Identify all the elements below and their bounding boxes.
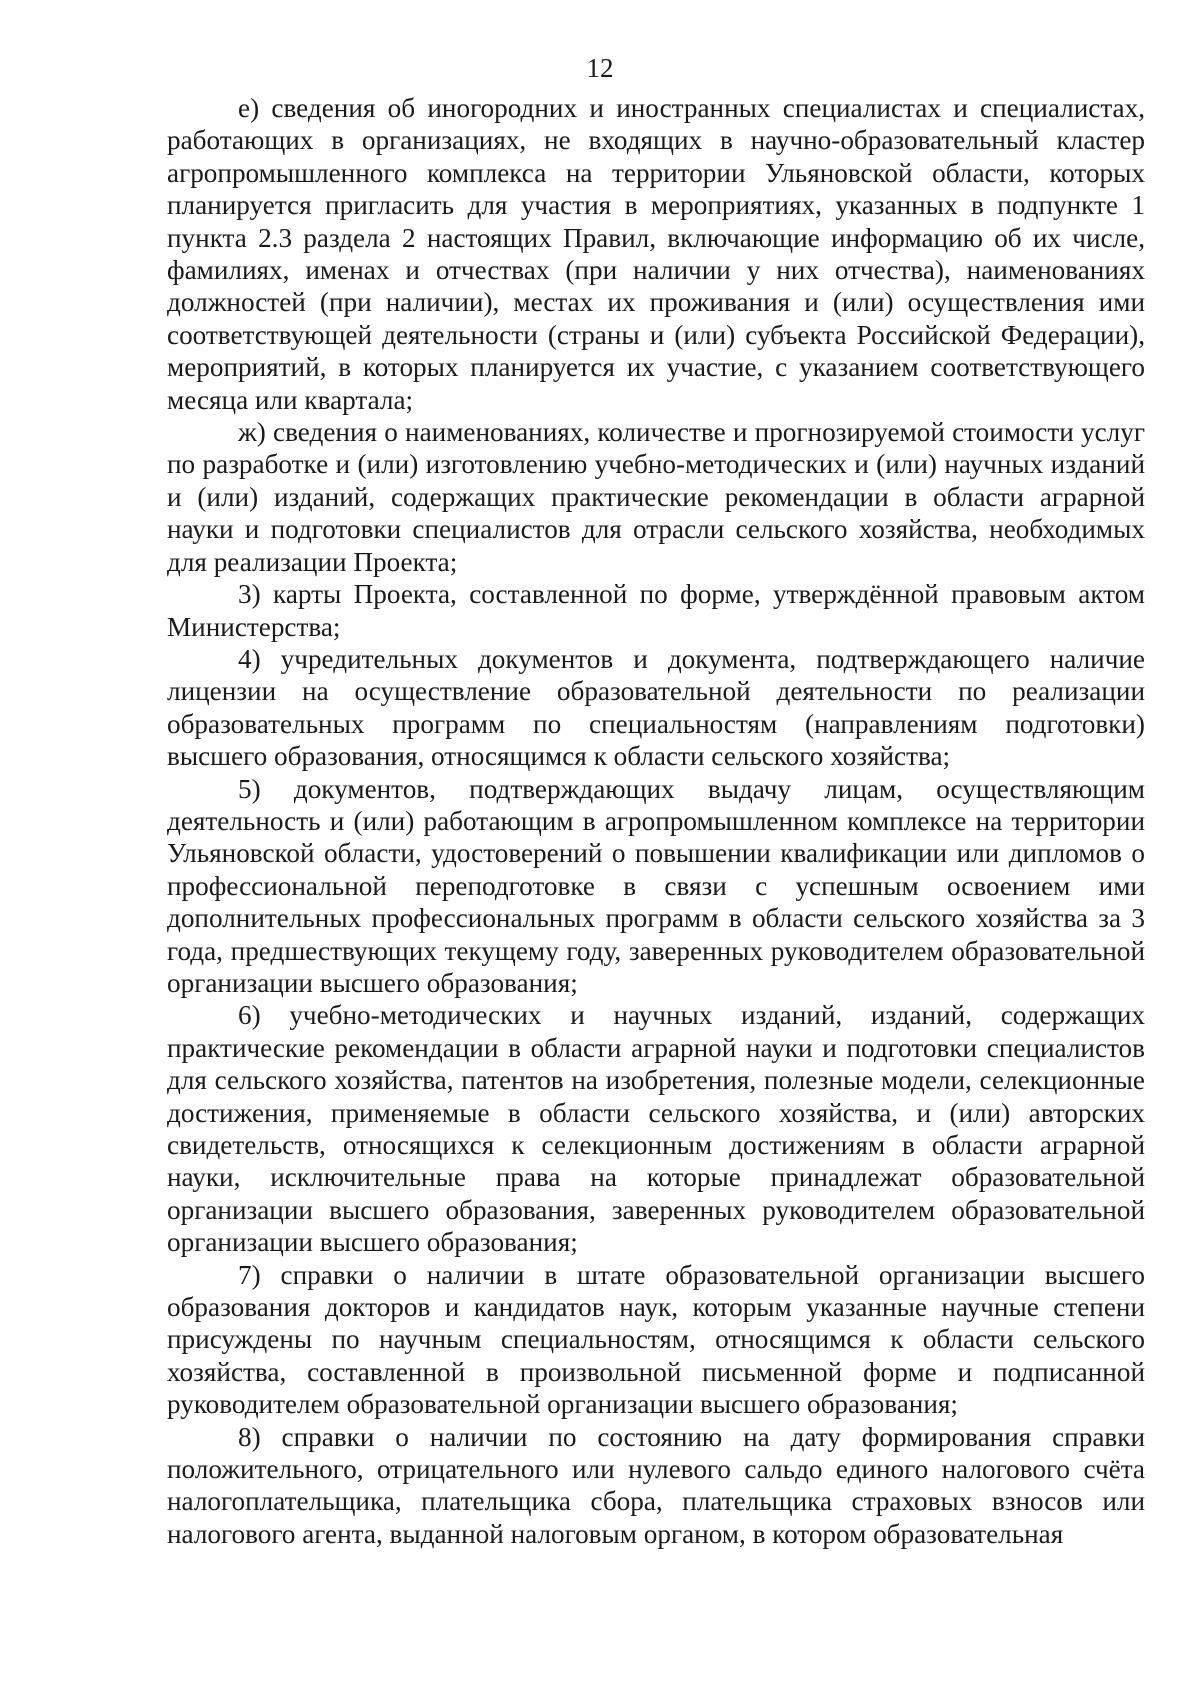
paragraph-5: 5) документов, подтверждающих выдачу лицам, осуществляющим деятельность и (или) работающим в агропромышленном комплексе на территории Ульяновской области, удостоверений о повышении квалификации или дипломов о профессиональной переподготовке в связи с успешным освоением ими дополнительных профессиональных программ в области сельского хозяйства за 3 года, предшествующих текущему году, заверенных руководителем образовательной организации высшего образования; xyxy=(167,773,1145,998)
paragraph-7: 7) справки о наличии в штате образовательной организации высшего образования докторов и кандидатов наук, которым указанные научные степени присуждены по научным специальностям, относящимся к области сельского хозяйства, составленной в произвольной письменной форме и подписанной руководителем образовательной организации высшего образования; xyxy=(167,1259,1145,1420)
paragraph-4: 4) учредительных документов и документа, подтверждающего наличие лицензии на осуществление образовательной деятельности по реализации образовательных программ по специальностям (направлениям подготовки) высшего образования, относящимся к области сельского хозяйства; xyxy=(167,643,1145,772)
document-body xyxy=(167,92,1145,1550)
paragraph-6: 6) учебно-методических и научных изданий, изданий, содержащих практические рекомендации в области аграрной науки и подготовки специалистов для сельского хозяйства, патентов на изобретения, полезные модели, селекционные достижения, применяемые в области сельского хозяйства, и (или) авторских свидетельств, относящихся к селекционным достижениям в области аграрной науки, исключительные права на которые принадлежат образовательной организации высшего образования, заверенных руководителем образовательной организации высшего образования; xyxy=(167,1000,1145,1258)
page-number: 12 xyxy=(586,53,614,83)
paragraph-e: е) сведения об иногородних и иностранных специалистах и специалистах, работающих в организациях, не входящих в научно-образовательный кластер агропромышленного комплекса на территории Ульяновской области, которых планируется пригласить для участия в мероприятиях, указанных в подпункте 1 пункта 2.3 раздела 2 настоящих Правил, включающие информацию об их числе, фамилиях, именах и отчествах (при наличии у них отчества), наименованиях должностей (при наличии), местах их проживания и (или) осуществления ими соответствующей деятельности (страны и (или) субъекта Российской Федерации), мероприятий, в которых планируется их участие, с указанием соответствующего месяца или квартала; xyxy=(167,93,1145,415)
paragraph-8: 8) справки о наличии по состоянию на дату формирования справки положительного, отрицательного или нулевого сальдо единого налогового счёта налогоплательщика, плательщика сбора, плательщика страховых взносов или налогового агента, выданной налоговым органом, в котором образовательная xyxy=(167,1421,1145,1549)
paragraph-zh: ж) сведения о наименованиях, количестве и прогнозируемой стоимости услуг по разработке и (или) изготовлению учебно-методических и (или) научных изданий и (или) изданий, содержащих практические рекомендации в области аграрной науки и подготовки специалистов для отрасли сельского хозяйства, необходимых для реализации Проекта; xyxy=(167,417,1145,577)
paragraph-3: 3) карты Проекта, составленной по форме, утверждённой правовым актом Министерства; xyxy=(167,579,1145,642)
